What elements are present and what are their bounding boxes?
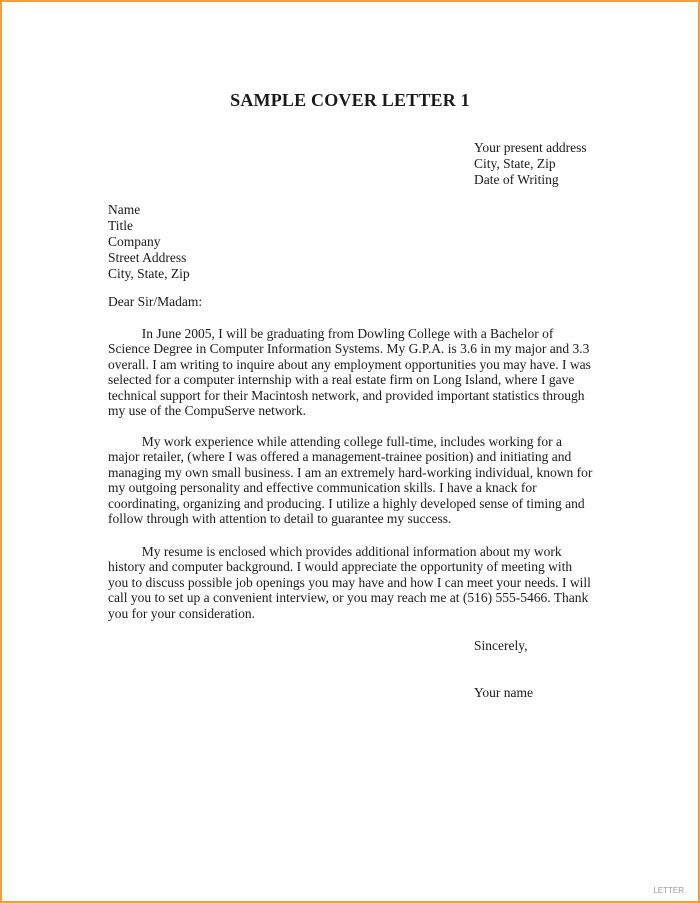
recipient-name: Name bbox=[108, 202, 141, 217]
body-paragraph-1 bbox=[108, 326, 594, 418]
paragraph-line: coordinating, organizing and producing. I utilize a highly developed sense of timing and bbox=[108, 495, 585, 511]
signature-name: Your name bbox=[474, 685, 534, 700]
paragraph-line: Science Degree in Computer Information Systems. My G.P.A. is 3.6 in my major and 3.3 bbox=[108, 341, 590, 357]
paragraph-line: call you to set up a convenient interview, or you may reach me at (516) 555-5466. Thank bbox=[108, 590, 589, 606]
recipient-address-block bbox=[108, 202, 190, 282]
body-paragraph-2 bbox=[108, 434, 594, 526]
sender-date-line: Date of Writing bbox=[474, 172, 559, 187]
paragraph-line: In June 2005, I will be graduating from Dowling College with a Bachelor of bbox=[108, 326, 554, 341]
watermark: LETTER bbox=[653, 886, 684, 895]
paragraph-line: you to discuss possible job openings you may have and how I can meet your needs. I will bbox=[108, 574, 591, 590]
sender-city-line: City, State, Zip bbox=[474, 156, 556, 171]
paragraph-line: history and computer background. I would appreciate the opportunity of meeting with bbox=[108, 559, 573, 575]
paragraph-line: my use of the CompuServe network. bbox=[108, 403, 306, 419]
paragraph-line: follow through with attention to detail to guarantee my success. bbox=[108, 511, 452, 527]
recipient-title: Title bbox=[108, 218, 134, 233]
paragraph-line: my outgoing personality and effective communication skills. I have a knack for bbox=[108, 480, 537, 496]
recipient-city: City, State, Zip bbox=[108, 266, 190, 281]
paragraph-line: you for your consideration. bbox=[108, 605, 255, 621]
paragraph-line: managing my own small business. I am an extremely hard-working individual, known for bbox=[108, 464, 593, 480]
paragraph-line: selected for a computer internship with a real estate firm on Long Island, where I gave bbox=[108, 372, 575, 388]
recipient-company: Company bbox=[108, 234, 161, 249]
paragraph-line: My resume is enclosed which provides additional information about my work bbox=[108, 544, 562, 559]
body-paragraph-3 bbox=[108, 544, 594, 621]
letter-title: SAMPLE COVER LETTER 1 bbox=[230, 90, 470, 110]
sender-address-line: Your present address bbox=[474, 140, 587, 155]
paragraph-line: My work experience while attending college full-time, includes working for a bbox=[108, 434, 562, 449]
sender-address-block bbox=[474, 140, 587, 188]
closing: Sincerely, bbox=[474, 638, 528, 653]
salutation: Dear Sir/Madam: bbox=[108, 294, 203, 309]
paragraph-line: major retailer, (where I was offered a management-trainee position) and initiating and bbox=[108, 449, 572, 465]
recipient-street: Street Address bbox=[108, 250, 187, 265]
paragraph-line: overall. I am writing to inquire about any employment opportunities you may have. I was bbox=[108, 356, 591, 372]
paragraph-line: technical support for their Macintosh network, and provided important statistics through bbox=[108, 387, 585, 403]
